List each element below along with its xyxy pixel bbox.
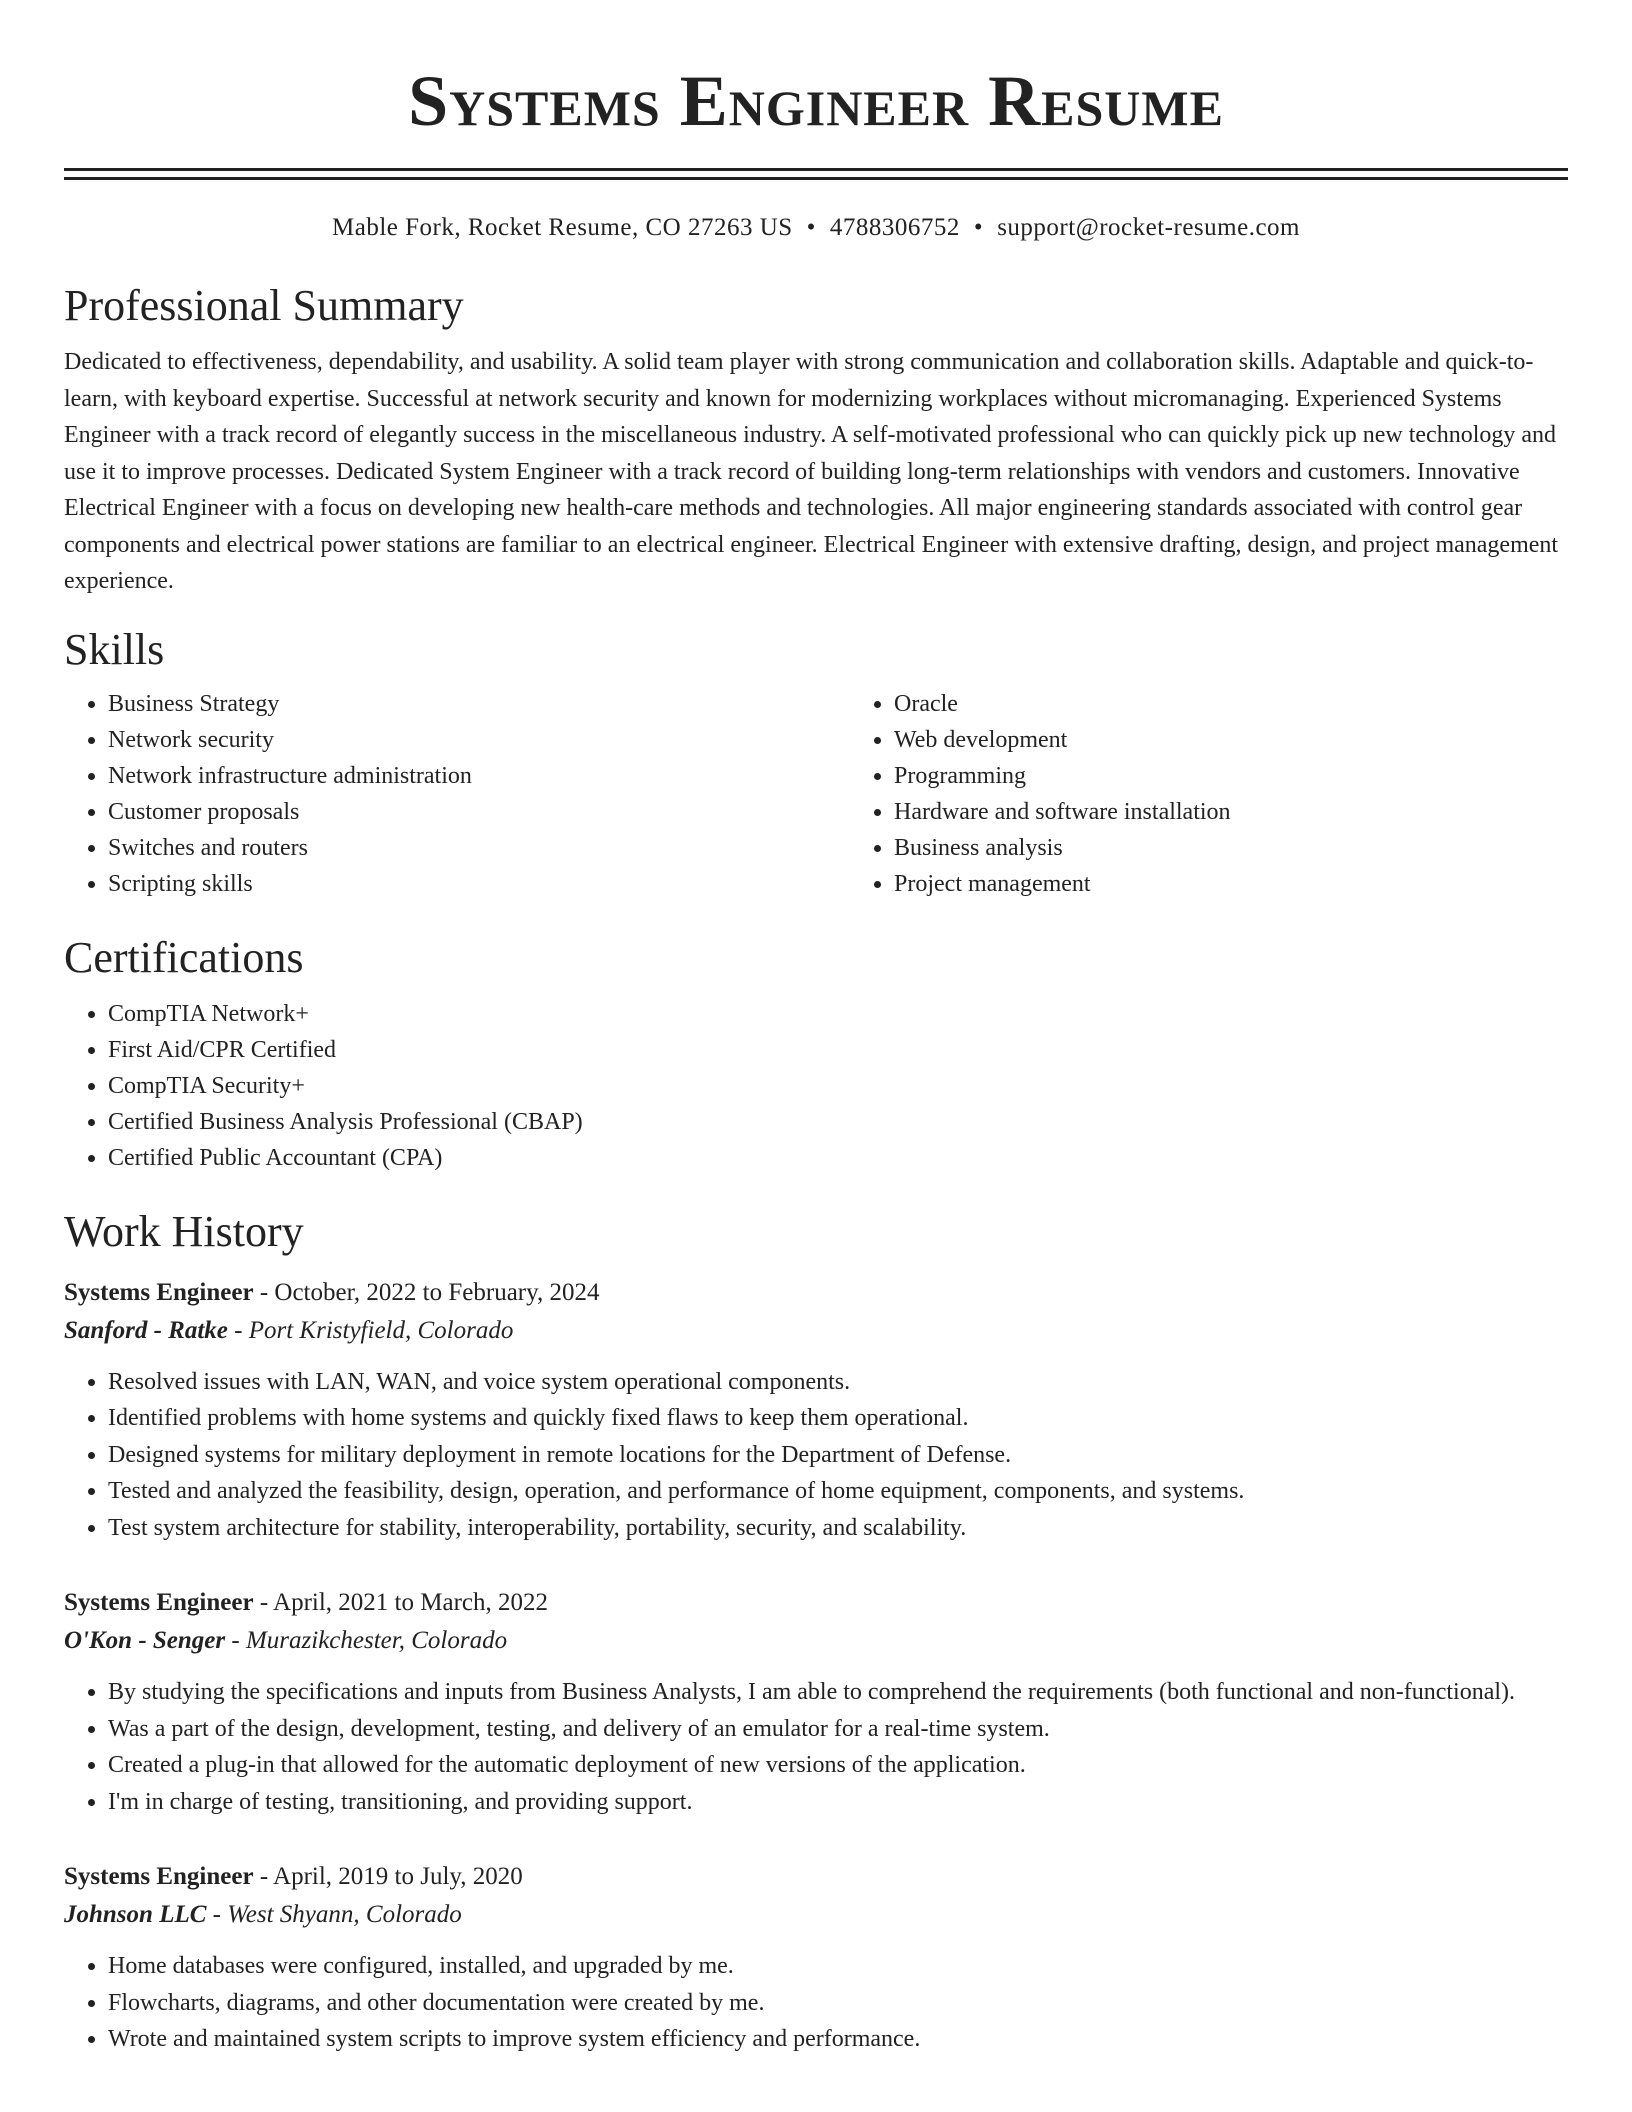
summary-text: Dedicated to effectiveness, dependability, and usability. A solid team player with strong communication and collaboration skills. Adaptable and quick-to-learn, with keyboard expertise. Successful at network security and known for modernizing workplaces without micromanaging. Experienced Systems Engineer with a track record of elegantly success in the miscellaneous industry. A self-motivated professional who can quickly pick up new technology and use it to improve processes. Dedicated System Engineer with a track record of building long-term relationships with vendors and customers. Innovative Electrical Engineer with a focus on developing new health-care methods and technologies. All major engineering standards associated with control gear components and electrical power stations are familiar to an electrical engineer. Electrical Engineer with extensive drafting, design, and project management experience.: [64, 349, 1559, 594]
job-bullets: [64, 1364, 1568, 1547]
certifications-section: [64, 932, 1568, 1176]
resume-title: Systems Engineer Resume: [408, 61, 1224, 141]
job-company: Sanford - Ratke: [64, 1316, 228, 1344]
skill-item: • Switches and routers: [108, 830, 850, 866]
job-bullet: • Wrote and maintained system scripts to improve system efficiency and performance.: [108, 2021, 1568, 2058]
job-role: Systems Engineer: [64, 1278, 254, 1306]
skill-item: • Programming: [894, 758, 1632, 794]
job-location: West Shyann, Colorado: [227, 1901, 462, 1928]
job-company: Johnson LLC: [64, 1901, 207, 1928]
job-dash: -: [206, 1901, 228, 1928]
job-location: Port Kristyfield, Colorado: [248, 1316, 514, 1344]
job-role: Systems Engineer: [64, 1589, 254, 1616]
skill-item: • Web development: [894, 722, 1632, 758]
job-bullet: • Identified problems with home systems and quickly fixed flaws to keep them operational.: [108, 1400, 1568, 1437]
job-bullets: [64, 1674, 1568, 1820]
work-history-section: [64, 1206, 1568, 2058]
skill-item: • Scripting skills: [108, 866, 850, 902]
job-role: Systems Engineer: [64, 1863, 254, 1890]
work-history-heading: Work History: [64, 1206, 304, 1256]
job-dates: April, 2021 to March, 2022: [273, 1589, 548, 1616]
skill-item: • Business Strategy: [108, 686, 850, 722]
skill-item: • Network infrastructure administration: [108, 758, 850, 794]
job-bullet: • Flowcharts, diagrams, and other documentation were created by me.: [108, 1985, 1568, 2022]
job-bullets: [64, 1948, 1568, 2058]
job-title-line: [64, 1584, 1568, 1622]
certifications-list: [64, 996, 1568, 1176]
certification-item: • Certified Public Accountant (CPA): [108, 1140, 1568, 1176]
contact-separator: •: [973, 214, 984, 241]
skill-item: • Business analysis: [894, 830, 1632, 866]
skill-item: • Customer proposals: [108, 794, 850, 830]
job-bullet: • By studying the specifications and inputs from Business Analysts, I am able to comprehend the requirements (both functional and non-functional).: [108, 1674, 1568, 1711]
job-dates: April, 2019 to July, 2020: [273, 1863, 523, 1890]
job-bullet: • I'm in charge of testing, transitioning, and providing support.: [108, 1784, 1568, 1821]
job-dash: -: [253, 1278, 275, 1306]
summary-section: [64, 280, 1568, 600]
job-title-line: [64, 1274, 1568, 1312]
contact-email: support@rocket-resume.com: [997, 214, 1300, 241]
job-bullet: • Created a plug-in that allowed for the automatic deployment of new versions of the application.: [108, 1747, 1568, 1784]
job-location: Murazikchester, Colorado: [245, 1627, 508, 1654]
job-bullet: • Home databases were configured, installed, and upgraded by me.: [108, 1948, 1568, 1985]
contact-line: [64, 212, 1568, 244]
skills-list-left: [64, 686, 850, 902]
certification-item: • CompTIA Security+: [108, 1068, 1568, 1104]
certifications-heading: Certifications: [64, 932, 304, 982]
job-dash: -: [253, 1589, 274, 1616]
job-entry: [64, 1274, 1568, 1547]
job-bullet: • Tested and analyzed the feasibility, design, operation, and performance of home equipment, components, and systems.: [108, 1473, 1568, 1510]
certification-item: • First Aid/CPR Certified: [108, 1032, 1568, 1068]
skill-item: • Hardware and software installation: [894, 794, 1632, 830]
skills-list-right: [850, 686, 1632, 902]
skill-item: • Oracle: [894, 686, 1632, 722]
skill-item: • Project management: [894, 866, 1632, 902]
contact-address: Mable Fork, Rocket Resume, CO 27263 US: [332, 214, 793, 241]
job-entry: [64, 1858, 1568, 2058]
job-bullet: • Test system architecture for stability, interoperability, portability, security, and scalability.: [108, 1510, 1568, 1547]
job-company: O'Kon - Senger: [64, 1627, 226, 1654]
job-bullet: • Resolved issues with LAN, WAN, and voice system operational components.: [108, 1364, 1568, 1401]
job-dash: -: [225, 1627, 246, 1654]
summary-heading: Professional Summary: [64, 281, 464, 330]
skills-columns: [64, 686, 1568, 902]
job-company-line: [64, 1622, 1568, 1660]
title-rule-bottom: [64, 177, 1568, 180]
skills-heading: Skills: [64, 624, 165, 674]
job-title-line: [64, 1858, 1568, 1896]
skill-item: • Network security: [108, 722, 850, 758]
contact-separator: •: [806, 214, 816, 241]
job-dash: -: [227, 1316, 249, 1344]
certification-item: • CompTIA Network+: [108, 996, 1568, 1032]
job-dates: October, 2022 to February, 2024: [274, 1278, 600, 1306]
job-dash: -: [253, 1863, 274, 1890]
job-bullet: • Was a part of the design, development, testing, and delivery of an emulator for a real-time system.: [108, 1711, 1568, 1748]
job-entry: [64, 1584, 1568, 1820]
skills-section: [64, 624, 1568, 902]
contact-phone: 4788306752: [829, 214, 960, 241]
certification-item: • Certified Business Analysis Professional (CBAP): [108, 1104, 1568, 1140]
title-rule-top: [64, 168, 1568, 171]
job-bullet: • Designed systems for military deployment in remote locations for the Department of Defense.: [108, 1437, 1568, 1474]
job-company-line: [64, 1312, 1568, 1350]
job-company-line: [64, 1896, 1568, 1934]
